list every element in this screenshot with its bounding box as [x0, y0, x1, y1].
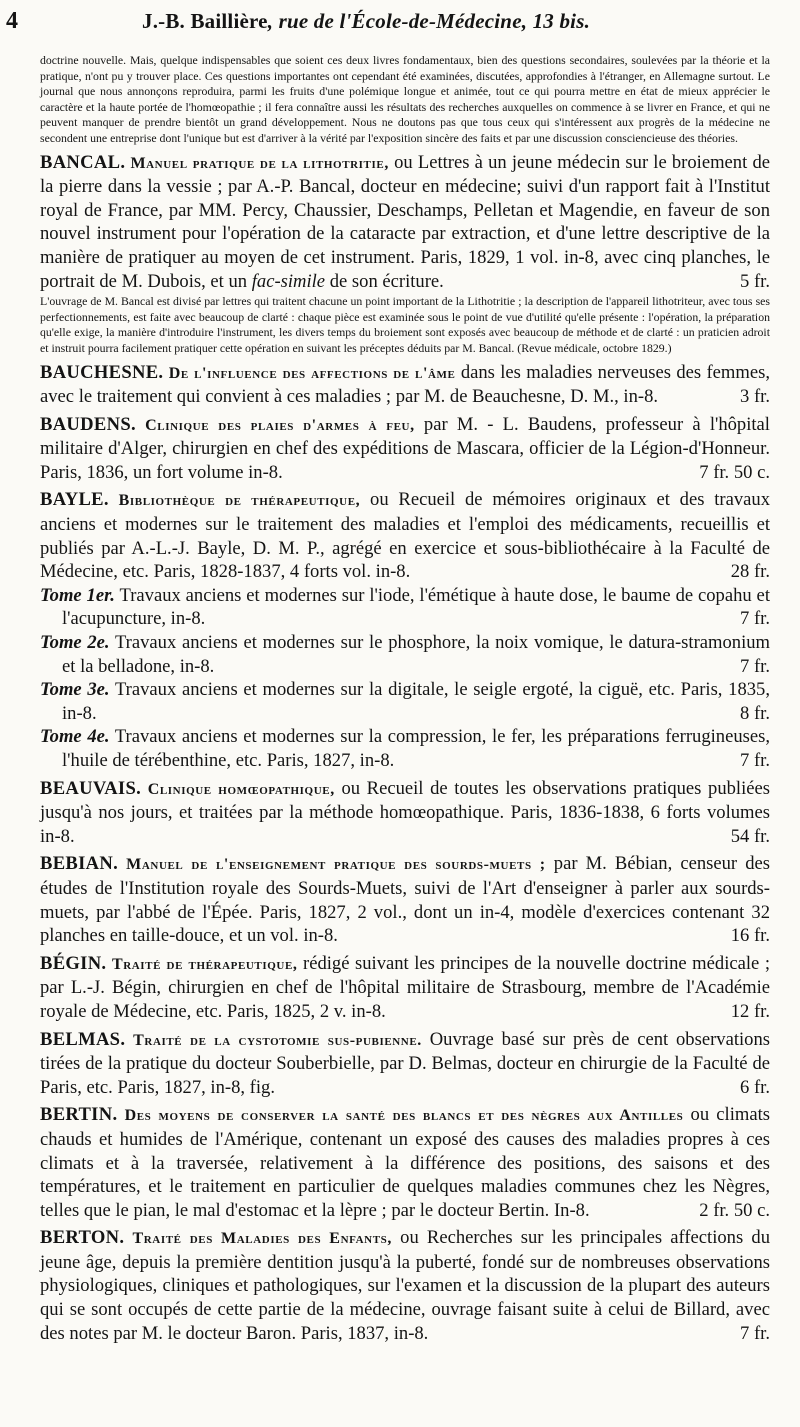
volume-contents: Travaux anciens et modernes sur l'iode, l'émétique à haute dose, le baume de copahu et l'acupuncture, in-8. [62, 584, 770, 630]
volume-item [40, 678, 770, 725]
entry-description-end: de son écriture. [325, 270, 444, 292]
entry-title: Manuel pratique de la lithotritie, [130, 154, 389, 172]
entry-title: Manuel de l'enseignement pratique des sourds-muets ; [126, 856, 546, 874]
entry-price: 6 fr. [740, 1076, 770, 1098]
volume-price: 8 fr. [740, 702, 770, 724]
entry-price: 16 fr. [730, 925, 770, 947]
catalogue-entry [40, 952, 770, 1024]
entry-author: BÉGIN. [40, 952, 107, 974]
catalogue-entry [40, 1226, 770, 1345]
catalogue-entry [40, 413, 770, 485]
page-header [6, 8, 770, 38]
catalogue-entry [40, 151, 770, 294]
entry-author: BELMAS. [40, 1028, 126, 1050]
entry-author: BAUDENS. [40, 413, 136, 435]
entry-title: De l'influence des affections de l'âme [168, 364, 456, 382]
entry-description: ou Recherches sur les principales affections du jeune âge, depuis la première dentition jusqu'à la puberté, fondé sur de nombreuses observations physiologiques, cliniques et pathologiques, sur l'examen et la discussion de la plupart des auteurs qui se sont occupés de cette partie de la médecine, ouvrage faisant suite à celui de Billard, avec des notes par M. le docteur Baron. Paris, 1837, in-8. [40, 1227, 770, 1344]
volume-price: 7 fr. [740, 655, 770, 677]
entry-italic: fac-simile [251, 270, 326, 292]
entry-description: Ouvrage basé sur près de cent observations tirées de la pratique du docteur Souberbielle, par D. Belmas, docteur en chirurgie de la Faculté de Paris, etc. Paris, 1827, in-8, fig. [40, 1028, 770, 1098]
entry-price: 7 fr. [740, 1322, 770, 1344]
entry-description: ou Lettres à un jeune médecin sur le broiement de la pierre dans la vessie ; par A.-P. Bancal, docteur en médecine; suivi d'un rapport fait à l'Institut royal de France, par MM. Percy, Chaussier, Deschamps, Pelletan et Magendie, en faveur de son nouvel instrument pour l'opération de la cataracte par extraction, et d'une lettre descriptive de la manière de pratiquer au moyen de cet instrument. Paris, 1829, 1 vol. in-8, avec cinq planches, le portrait de M. Dubois, et un [40, 151, 770, 292]
page-number: 4 [6, 8, 18, 34]
entry-description: par M. Bébian, censeur des études de l'Institution royale des Sourds-Muets, suivi de l'Art d'enseigner à parler aux sourds-muets, par l'abbé de l'Épée. Paris, 1827, 2 vol., dont un in-4, modèle d'exercices contenant 32 planches en taille-douce, et un vol. in-8. [40, 853, 771, 947]
entry-title: Traité de thérapeutique, [111, 955, 298, 973]
entry-author: BEAUVAIS. [40, 777, 142, 799]
entry-author: BAYLE. [40, 489, 109, 511]
entry-title: Clinique des plaies d'armes à feu, [145, 416, 415, 434]
entry-description: dans les maladies nerveuses des femmes, avec le traitement qui convient à ces maladies ; par M. de Beauchesne, D. M., in-8. [40, 361, 770, 408]
entry-price: 28 fr. [730, 561, 770, 583]
entry-title: Bibliothèque de thérapeutique, [118, 492, 361, 510]
catalogue-entry [40, 1028, 770, 1100]
volume-price: 7 fr. [740, 608, 770, 630]
entry-price: 2 fr. 50 c. [699, 1199, 770, 1221]
entry-title: Traité des Maladies des Enfants, [132, 1230, 392, 1248]
volume-item [40, 631, 770, 678]
volume-price: 7 fr. [740, 750, 770, 771]
entry-description: rédigé suivant les principes de la nouvelle doctrine médicale ; par L.-J. Bégin, chirurgien en chef de l'hôpital militaire de Strasbourg, membre de l'Académie royale de Médecine, etc. Paris, 1825, 2 v. in-8. [40, 952, 770, 1022]
catalogue-entry [40, 1103, 770, 1222]
entry-title: Traité de la cystotomie sus-pubienne. [133, 1031, 422, 1049]
entry-title: Clinique homœopathique, [147, 780, 335, 798]
volume-item [40, 584, 770, 631]
catalogue-entry [40, 488, 770, 583]
intro-paragraph: doctrine nouvelle. Mais, quelque indispensables que soient ces deux livres fondamentaux, bien des questions secondaires, soulevées par la théorie et la pratique, n'ont pu y trouver place. Ces questions importantes ont cependant été examinées, discutées, approfondies à l'étranger, en Allemagne surtout. Le journal que nous annonçons reproduira, parmi les fruits d'une polémique longue et animée, tout ce qui pourra mettre en état de mieux apprécier le caractère et la haute portée de l'homœopathie ; il fera connaître aussi les résultats des recherches auxquelles on commence à se livrer en France, et qui ne peuvent manquer de prendre bientôt un grand développement. Nous ne doutons pas que tous ceux qui s'intéressent aux progrès de la médecine ne secondent une entreprise dont l'unique but est d'arriver à la vérité par l'exposition sincère des faits et par une discussion consciencieuse des théories. [40, 53, 770, 145]
volume-label: Tome 1er. [40, 584, 115, 606]
running-head [142, 9, 590, 34]
entry-price: 54 fr. [730, 825, 770, 847]
entry-note: L'ouvrage de M. Bancal est divisé par lettres qui traitent chacune un point important de la Lithotritie ; la description de l'appareil lithotriteur, avec tous ses perfectionnements, est faite avec beaucoup de clarté : chaque pièce est examinée sous le point de vue d'utilité qu'elle présente : l'opération, la préparation qu'elle exige, la manière d'introduire l'instrument, les divers temps du broiement sont exposés avec beaucoup de méthode et de clarté : un praticien adroit et instruit pourra facilement pratiquer cette opération en suivant les préceptes déduits par M. Bancal. (Revue médicale, octobre 1829.) [40, 294, 770, 355]
entry-title: Des moyens de conserver la santé des blancs et des nègres aux Antilles [124, 1107, 684, 1125]
entry-author: BANCAL. [40, 151, 126, 173]
volume-contents: Travaux anciens et modernes sur la compression, le fer, les préparations ferrugineuses, l'huile de térébenthine, etc. Paris, 1827, in-8. [62, 726, 770, 771]
volume-item [40, 725, 770, 772]
entry-author: BAUCHESNE. [40, 361, 164, 383]
volume-contents: Travaux anciens et modernes sur le phosphore, la noix vomique, le datura-stramonium et la belladone, in-8. [62, 632, 770, 677]
publisher-address: , rue de l'École-de-Médecine, 13 bis. [267, 9, 591, 33]
entry-price: 7 fr. 50 c. [699, 461, 770, 483]
volume-label: Tome 4e. [40, 726, 110, 748]
entry-author: BEBIAN. [40, 853, 119, 875]
volume-label: Tome 3e. [40, 679, 110, 701]
catalogue-entry [40, 777, 770, 849]
entry-description: par M. - L. Baudens, professeur à l'hôpital militaire d'Alger, chirurgien en chef des expéditions de Mascara, officier de la Légion-d'Honneur. Paris, 1836, un fort volume in-8. [40, 413, 770, 483]
entry-price: 12 fr. [730, 1000, 770, 1022]
publisher-name: J.-B. Baillière [142, 9, 268, 33]
entry-description: ou Recueil de toutes les observations pratiques publiées jusqu'à nos jours, et traitées par la méthode homœopathique. Paris, 1836-1838, 6 forts volumes in-8. [40, 777, 770, 847]
entry-author: BERTON. [40, 1227, 125, 1249]
entry-price: 3 fr. [740, 386, 770, 408]
catalogue-entry [40, 361, 770, 409]
entry-author: BERTIN. [40, 1104, 118, 1126]
catalogue-entry [40, 852, 770, 947]
volume-contents: Travaux anciens et modernes sur la digitale, le seigle ergoté, la ciguë, etc. Paris, 1835, in-8. [62, 679, 770, 724]
entry-description: ou climats chauds et humides de l'Amérique, contenant un exposé des causes des maladies propres à ces climats et à la traversée, relativement à la différence des positions, des saisons et des températures, et le traitement en particulier de quelques maladies communes chez les Nègres, telles que le pian, le mal d'estomac et la lèpre ; par le docteur Bertin. In-8. [40, 1104, 770, 1221]
entry-price: 5 fr. [740, 270, 770, 292]
volume-label: Tome 2e. [40, 632, 110, 654]
entry-description: ou Recueil de mémoires originaux et des travaux anciens et modernes sur le traitement des maladies et l'emploi des médicaments, recueillis et publiés par A.-L.-J. Bayle, D. M. P., agrégé en exercice et sous-bibliothécaire à la Faculté de Médecine, etc. Paris, 1828-1837, 4 forts vol. in-8. [40, 489, 770, 583]
